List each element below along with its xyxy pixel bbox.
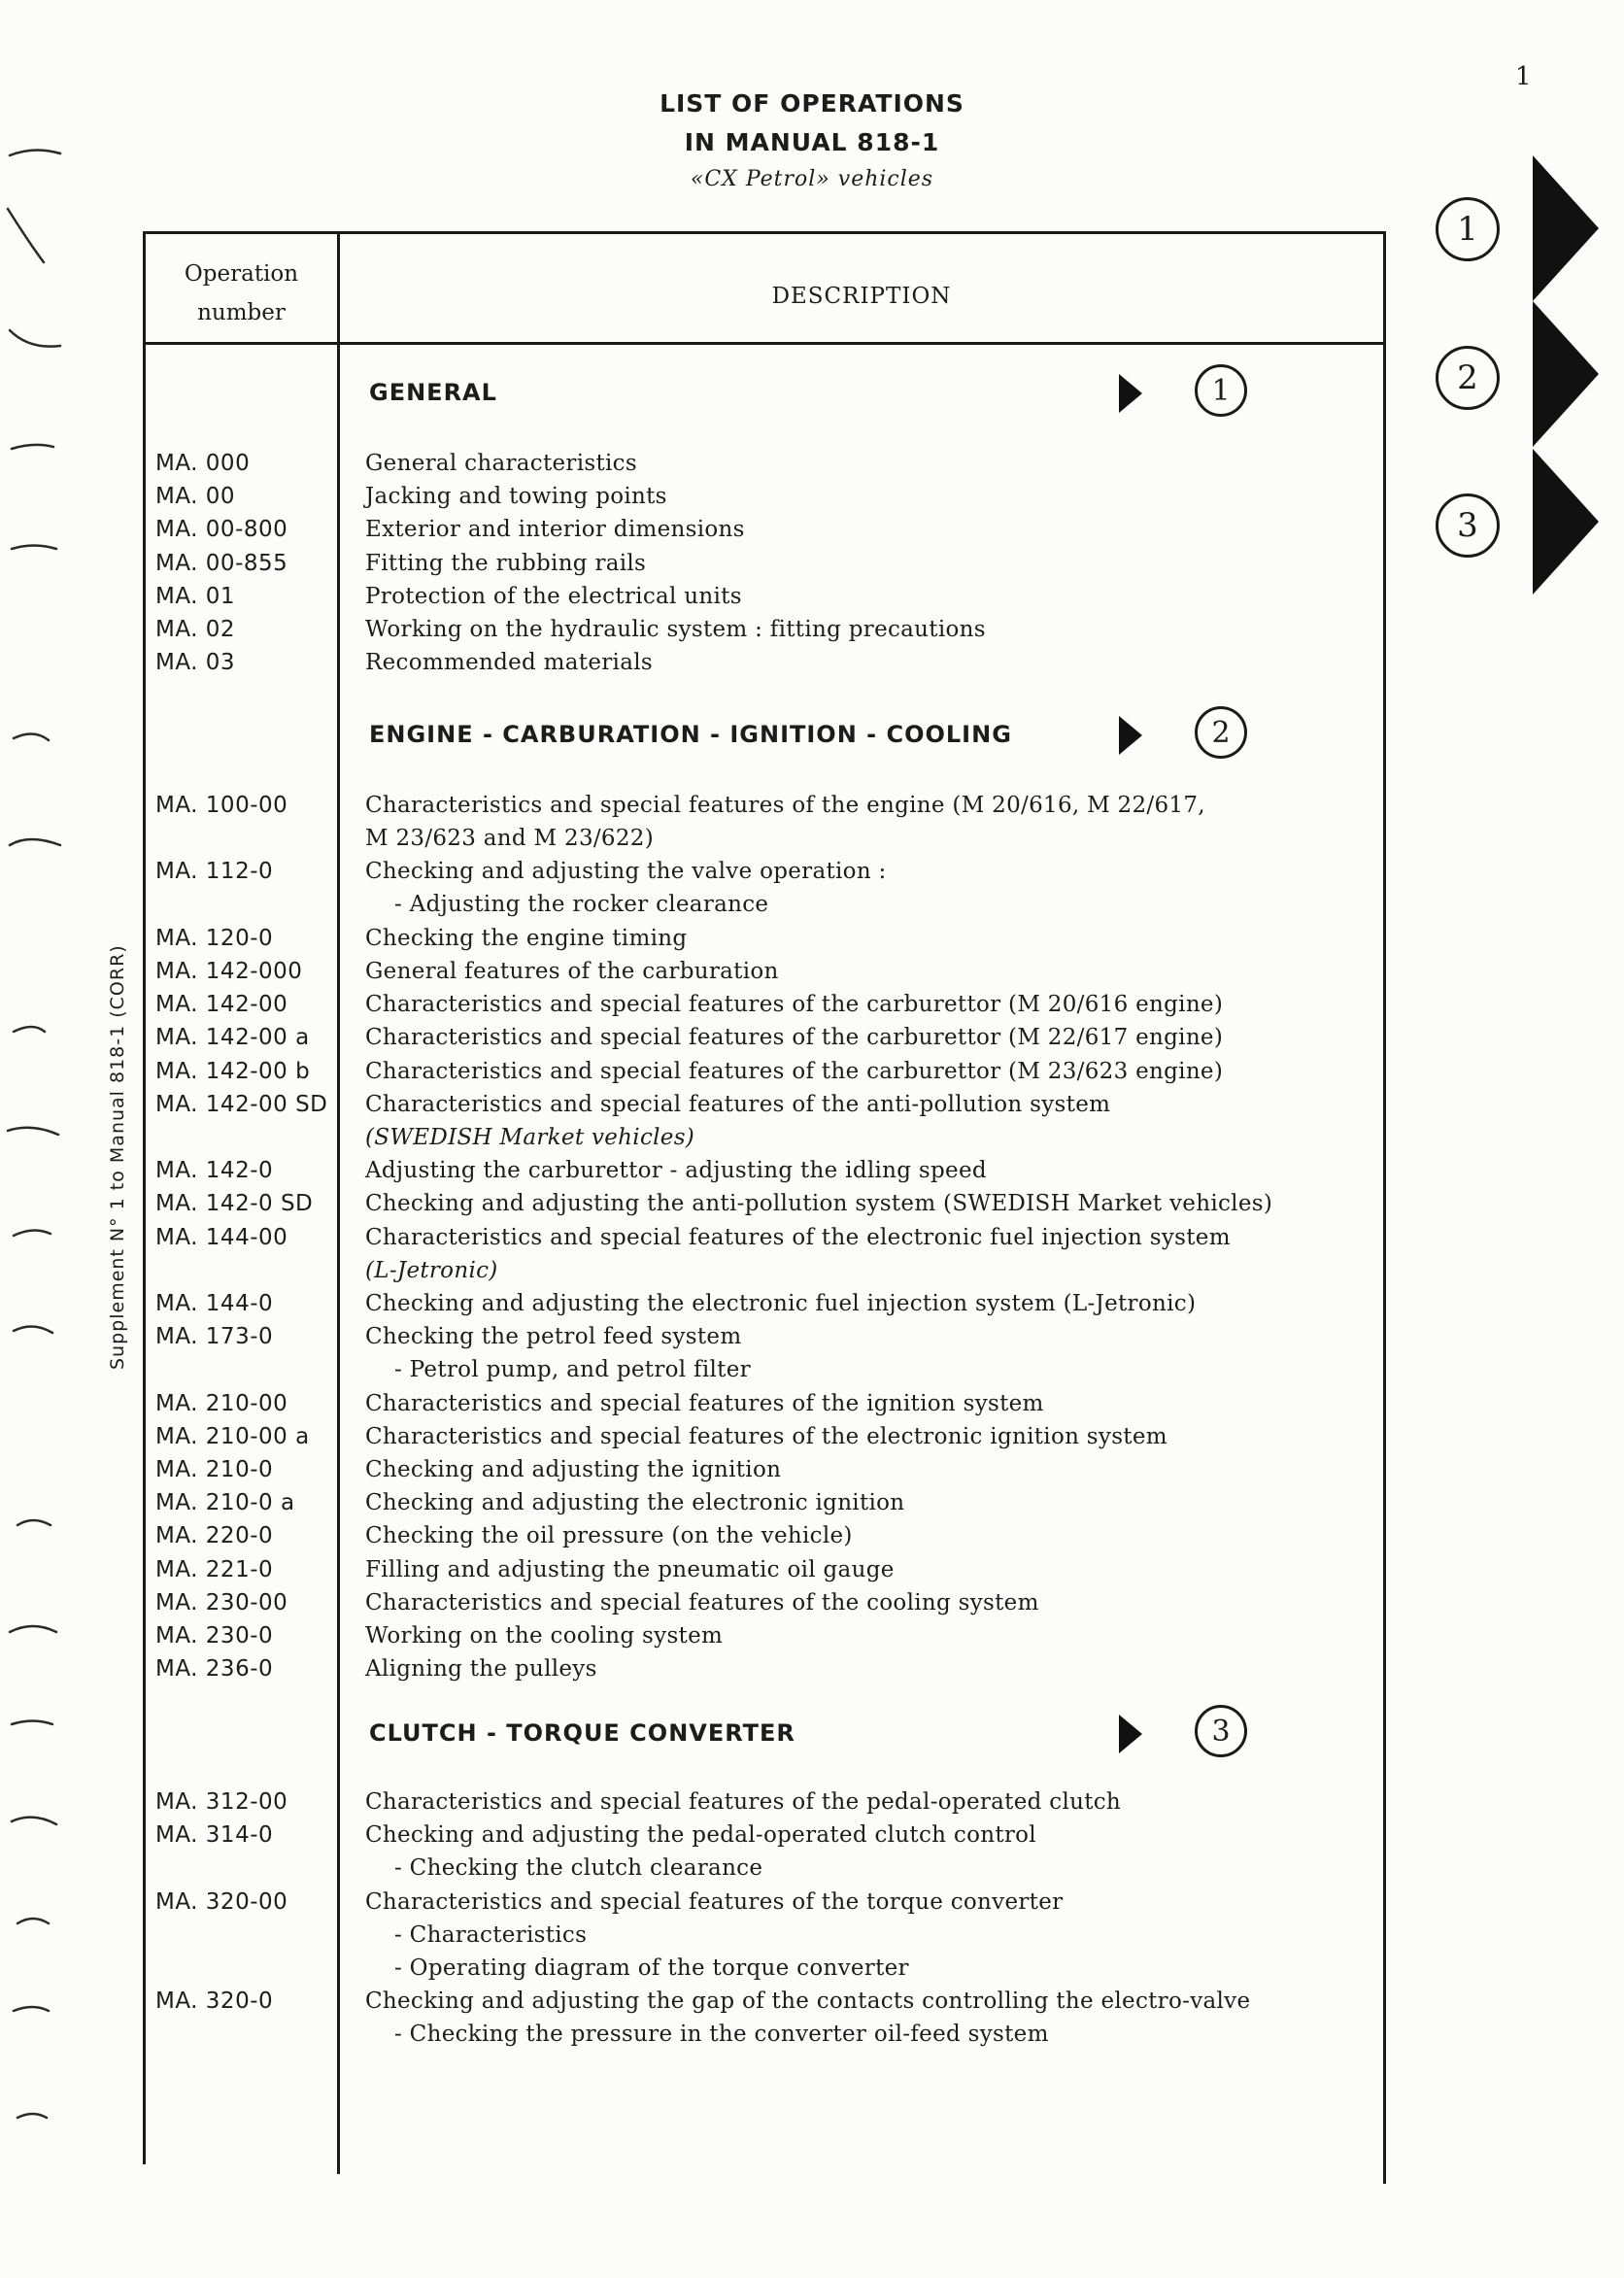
operation-description bbox=[365, 988, 1380, 1021]
operation-number: MA. 144-0 bbox=[155, 1291, 274, 1316]
description-line: Recommended materials bbox=[365, 650, 653, 676]
description-line: - Characteristics bbox=[394, 1921, 588, 1948]
operation-number: MA. 144-00 bbox=[155, 1224, 288, 1250]
operation-description bbox=[365, 1886, 1380, 1985]
operation-description bbox=[365, 646, 1380, 679]
operation-number: MA. 173-0 bbox=[155, 1324, 274, 1350]
operation-description bbox=[365, 955, 1380, 988]
operation-description bbox=[365, 1387, 1380, 1420]
section-heading: ENGINE - CARBURATION - IGNITION - COOLING bbox=[369, 721, 1012, 748]
description-line: Checking and adjusting the gap of the contacts controlling the electro-valve bbox=[365, 1989, 1251, 2015]
margin-supplement-label: Supplement N° 1 to Manual 818-1 (CORR) bbox=[107, 944, 128, 1370]
operation-number: MA. 210-00 bbox=[155, 1390, 288, 1416]
description-line: - Checking the clutch clearance bbox=[394, 1855, 763, 1882]
operation-description bbox=[365, 1586, 1380, 1619]
operation-description bbox=[365, 855, 1380, 921]
description-line: Characteristics and special features of the ignition system bbox=[365, 1390, 1044, 1416]
description-line: General characteristics bbox=[365, 451, 637, 476]
operation-number: MA. 221-0 bbox=[155, 1556, 274, 1582]
operation-description bbox=[365, 1819, 1380, 1885]
page-title-line2: IN MANUAL 818-1 bbox=[684, 128, 940, 156]
description-line: Characteristics and special features of the carburettor (M 23/623 engine) bbox=[365, 1058, 1224, 1084]
operation-description bbox=[365, 1154, 1380, 1187]
operation-number: MA. 312-00 bbox=[155, 1789, 288, 1815]
operation-number: MA. 320-0 bbox=[155, 1989, 274, 2015]
operation-number: MA. 210-0 bbox=[155, 1457, 274, 1482]
operation-number: MA. 230-00 bbox=[155, 1589, 288, 1615]
operation-description bbox=[365, 547, 1380, 580]
operation-description bbox=[365, 1785, 1380, 1819]
section-heading: GENERAL bbox=[369, 379, 497, 406]
operation-description bbox=[365, 1187, 1380, 1220]
description-line: - Adjusting the rocker clearance bbox=[394, 892, 769, 918]
description-line: General features of the carburation bbox=[365, 959, 779, 984]
operation-number: MA. 236-0 bbox=[155, 1656, 274, 1683]
operation-number: MA. 00-855 bbox=[155, 550, 288, 576]
column-header-operation-number: Operation number bbox=[184, 261, 299, 325]
operation-description bbox=[365, 1320, 1380, 1386]
description-line: Fitting the rubbing rails bbox=[365, 550, 647, 576]
operation-description bbox=[365, 447, 1380, 480]
section-number-circle: 3 bbox=[1195, 1705, 1247, 1757]
description-line: Checking and adjusting the anti-pollution system (SWEDISH Market vehicles) bbox=[365, 1191, 1273, 1217]
operation-description bbox=[365, 1088, 1380, 1154]
operation-number: MA. 000 bbox=[155, 451, 251, 476]
operation-description bbox=[365, 1221, 1380, 1287]
operation-number: MA. 314-0 bbox=[155, 1822, 274, 1849]
section-number-circle: 1 bbox=[1195, 364, 1247, 417]
description-line: - Checking the pressure in the converter oil-feed system bbox=[394, 2022, 1049, 2048]
description-line: Checking and adjusting the ignition bbox=[365, 1457, 782, 1482]
description-line: Characteristics and special features of the carburettor (M 20/616 engine) bbox=[365, 992, 1224, 1018]
operation-number: MA. 00 bbox=[155, 484, 236, 510]
section-number-circle: 2 bbox=[1195, 706, 1247, 759]
description-line: Checking the oil pressure (on the vehicle) bbox=[365, 1523, 853, 1549]
description-line: Characteristics and special features of the electronic ignition system bbox=[365, 1423, 1167, 1449]
operation-description bbox=[365, 1553, 1380, 1586]
operation-number: MA. 00-800 bbox=[155, 517, 288, 543]
description-line: Checking and adjusting the electronic ignition bbox=[365, 1490, 905, 1516]
description-line: Characteristics and special features of the electronic fuel injection system bbox=[365, 1224, 1231, 1250]
description-line: Aligning the pulleys bbox=[365, 1656, 597, 1683]
operation-number: MA. 02 bbox=[155, 617, 236, 642]
operation-description bbox=[365, 789, 1380, 855]
description-line: Checking the petrol feed system bbox=[365, 1324, 742, 1350]
description-line: Checking and adjusting the pedal-operated clutch control bbox=[365, 1822, 1036, 1849]
operation-number: MA. 142-0 SD bbox=[155, 1191, 314, 1217]
operation-number: MA. 120-0 bbox=[155, 925, 274, 951]
description-line: - Operating diagram of the torque converter bbox=[394, 1955, 909, 1981]
operation-number: MA. 230-0 bbox=[155, 1623, 274, 1649]
description-line: Working on the cooling system bbox=[365, 1623, 724, 1649]
operation-number: MA. 01 bbox=[155, 583, 236, 609]
tab-3-circle[interactable]: 3 bbox=[1436, 493, 1500, 558]
description-line: Characteristics and special features of the engine (M 20/616, M 22/617, bbox=[365, 793, 1205, 818]
operation-description bbox=[365, 480, 1380, 513]
description-line: Characteristics and special features of the pedal-operated clutch bbox=[365, 1789, 1122, 1815]
operation-description bbox=[365, 1055, 1380, 1088]
operation-description bbox=[365, 1453, 1380, 1486]
operation-number: MA. 142-00 bbox=[155, 992, 288, 1018]
description-line: - Petrol pump, and petrol filter bbox=[394, 1357, 751, 1383]
operation-description bbox=[365, 613, 1380, 646]
description-line: Characteristics and special features of the anti-pollution system bbox=[365, 1091, 1111, 1117]
operation-number: MA. 142-00 b bbox=[155, 1058, 311, 1084]
page-subtitle: «CX Petrol» vehicles bbox=[690, 167, 934, 191]
operation-description bbox=[365, 1021, 1380, 1054]
description-line: Jacking and towing points bbox=[365, 484, 667, 510]
description-line: Exterior and interior dimensions bbox=[365, 517, 745, 543]
description-line: Adjusting the carburettor - adjusting the idling speed bbox=[365, 1158, 987, 1184]
operation-description bbox=[365, 1420, 1380, 1453]
column-header-description: DESCRIPTION bbox=[771, 284, 952, 309]
tab-1-circle[interactable]: 1 bbox=[1436, 197, 1500, 261]
section-arrow-icon bbox=[1119, 712, 1142, 759]
operation-description bbox=[365, 1619, 1380, 1652]
operation-number: MA. 320-00 bbox=[155, 1888, 288, 1915]
operation-description bbox=[365, 513, 1380, 546]
description-line: (L-Jetronic) bbox=[365, 1257, 498, 1283]
description-line: Protection of the electrical units bbox=[365, 583, 742, 609]
operation-number: MA. 210-00 a bbox=[155, 1423, 310, 1449]
section-arrow-icon bbox=[1119, 370, 1142, 417]
operation-description bbox=[365, 1519, 1380, 1552]
operation-number: MA. 03 bbox=[155, 650, 236, 676]
page-title-line1: LIST OF OPERATIONS bbox=[660, 89, 964, 118]
description-line: Working on the hydraulic system : fitting precautions bbox=[365, 617, 986, 642]
operation-number: MA. 142-00 SD bbox=[155, 1091, 328, 1117]
description-line: Characteristics and special features of the carburettor (M 22/617 engine) bbox=[365, 1025, 1224, 1051]
operation-description bbox=[365, 1486, 1380, 1519]
section-arrow-icon bbox=[1119, 1711, 1142, 1757]
description-line: Characteristics and special features of the cooling system bbox=[365, 1589, 1039, 1615]
description-line: Checking and adjusting the valve operation : bbox=[365, 859, 887, 885]
operation-number: MA. 112-0 bbox=[155, 859, 274, 885]
operation-number: MA. 142-000 bbox=[155, 959, 303, 984]
description-line: M 23/623 and M 23/622) bbox=[365, 826, 654, 851]
description-line: Checking the engine timing bbox=[365, 925, 688, 951]
tab-2-circle[interactable]: 2 bbox=[1436, 346, 1500, 410]
operation-description bbox=[365, 1287, 1380, 1320]
operation-number: MA. 142-0 bbox=[155, 1158, 274, 1184]
operation-number: MA. 210-0 a bbox=[155, 1490, 295, 1516]
description-line: Filling and adjusting the pneumatic oil gauge bbox=[365, 1556, 895, 1582]
operation-number: MA. 100-00 bbox=[155, 793, 288, 818]
operation-description bbox=[365, 580, 1380, 613]
operation-description bbox=[365, 1652, 1380, 1685]
description-line: (SWEDISH Market vehicles) bbox=[365, 1124, 695, 1150]
operation-number: MA. 220-0 bbox=[155, 1523, 274, 1549]
operation-description bbox=[365, 922, 1380, 955]
page-number: 1 bbox=[1515, 62, 1532, 91]
operation-number: MA. 142-00 a bbox=[155, 1025, 310, 1051]
description-line: Checking and adjusting the electronic fuel injection system (L-Jetronic) bbox=[365, 1291, 1197, 1316]
section-heading: CLUTCH - TORQUE CONVERTER bbox=[369, 1719, 795, 1747]
description-line: Characteristics and special features of the torque converter bbox=[365, 1888, 1064, 1915]
operation-description bbox=[365, 1985, 1380, 2051]
